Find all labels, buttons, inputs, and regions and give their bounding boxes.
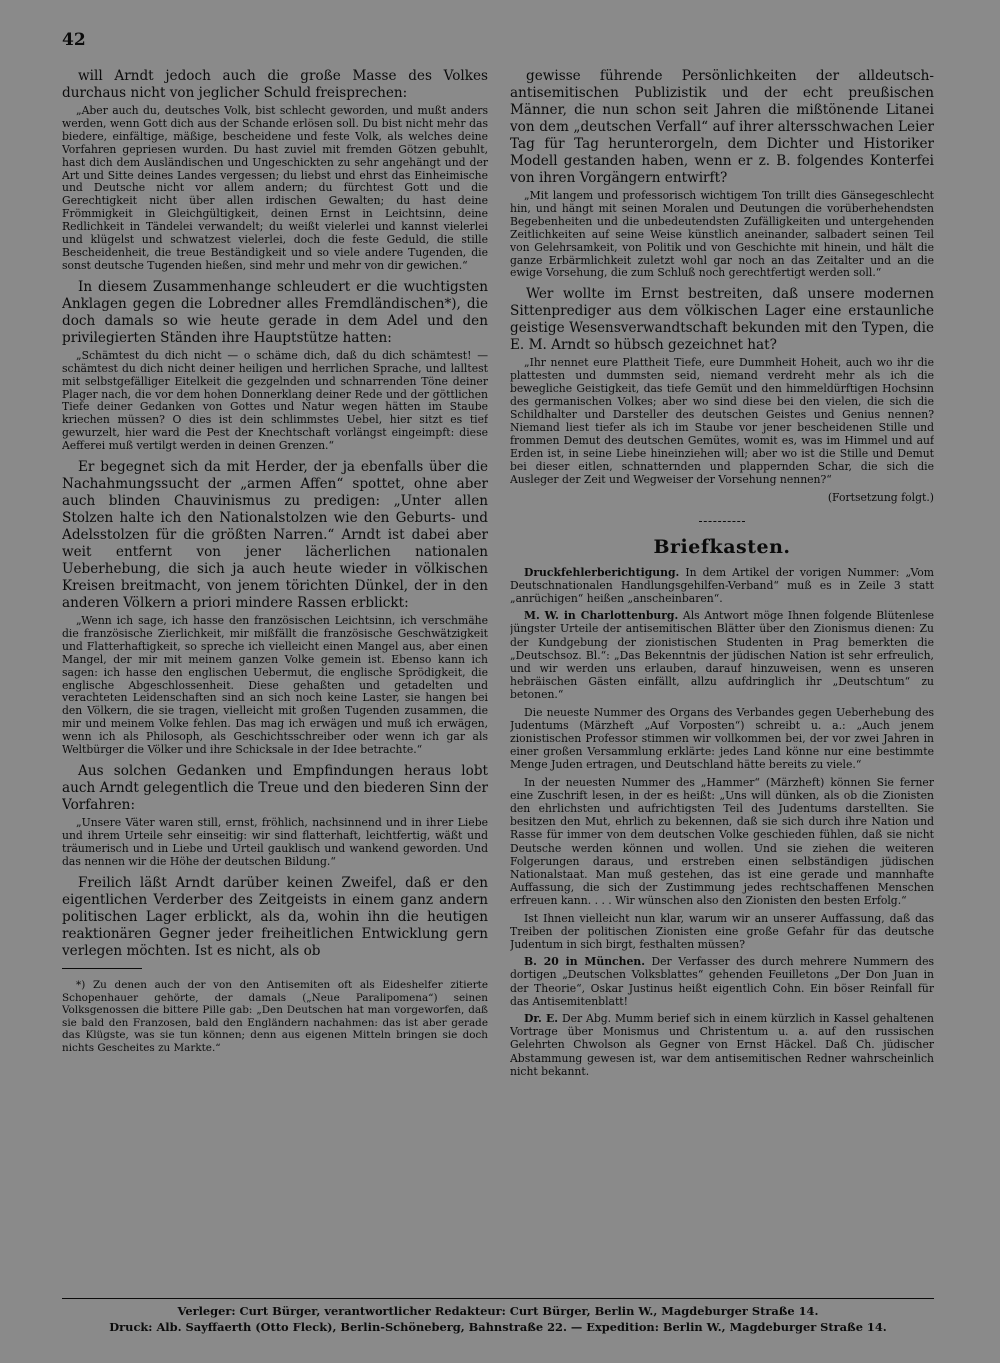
entry-text: Ist Ihnen vielleicht nun klar, warum wir an unserer Auffassung, daß das Treiben der politischen Zionisten eine große Gefahr für das deutsche Judentum in sich birgt, festhalten müssen?: [510, 911, 934, 951]
briefkasten-heading: Briefkasten.: [653, 536, 791, 559]
entry-text: Der Abg. Mumm berief sich in einem kürzlich in Kassel gehaltenen Vortrage über Monismus und Christentum u. a. auf den russischen Gelehrten Chwolson als Gegner von Ernst Häckel. Daß Ch. jüdischer Abstammung gewesen ist, war dem antisemitischen Redner wahrscheinlich nicht bekannt.: [510, 1012, 934, 1078]
footnote: *) Zu denen auch der von den Antisemiten oft als Eideshelfer zitierte Schopenhauer gehörte, der damals („Neue Paralipomena“) seinen Volksgenossen die bittere Pille gab: „Den Deutschen hat man vorgeworfen, daß sie bald den Franzosen, bald den Engländern nachahmen: das ist aber gerade das Klügste, was sie tun können; denn aus eigenen Mitteln bringen sie doch nichts Gescheites zu Markte.“: [62, 979, 488, 1054]
paragraph: Aus solchen Gedanken und Empfindungen heraus lobt auch Arndt gelegentlich die Treue und den biederen Sinn der Vorfahren:: [62, 763, 488, 813]
paragraph: Freilich läßt Arndt darüber keinen Zweifel, daß er den eigentlichen Verderber des Zeitgeists in einem ganz andern politischen Lager erblickt, als da, wohin ihn die heutigen reaktionären Gegner jeder freiheitlichen Entwicklung gern verlegen möchten. Ist es nicht, als ob: [62, 874, 488, 959]
paragraph: will Arndt jedoch auch die große Masse des Volkes durchaus nicht von jeglicher Schuld freisprechen:: [62, 68, 488, 101]
letter-entry: [510, 566, 934, 606]
paragraph: gewisse führende Persönlichkeiten der alldeutsch-antisemitischen Publizistik und der echt preußischen Männer, die nun schon seit Jahren die mißtönende Litanei von dem „deutschen Verfall“ auf ihrer altersschwachen Leier Tag für Tag herunterorgeln, dem Dichter und Historiker Modell gestanden haben, wenn er z. B. folgendes Konterfei von ihren Vorgängern entwirft?: [510, 68, 934, 186]
entry-head: Dr. E.: [524, 1012, 559, 1025]
paragraph: Er begegnet sich da mit Herder, der ja ebenfalls über die Nachahmungssucht der „armen Affen“ spottet, ohne aber auch blinden Chauvinismus zu predigen: „Unter allen Stolzen halte ich den Nationalstolzen wie den Geburts- und Adelsstolzen für die größten Narren.“ Arndt ist dabei aber weit entfernt von jener lächerlichen nationalen Ueberhebung, die sich ja auch heute wieder in völkischen Kreisen breitmacht, von jenem törichten Dünkel, der in den anderen Völkern a priori mindere Rassen erblickt:: [62, 459, 488, 612]
letter-entry: [510, 1012, 934, 1078]
footnote-divider: [62, 968, 142, 969]
entry-text: Die neueste Nummer des Organs des Verbandes gegen Ueberhebung des Judentums (Märzheft „Auf Vorposten“) schreibt u. a.: „Auch jenem zionistischen Professor stimmen wir vollkommen bei, der vor zwei Jahren in einer großen Versammlung erklärte: jedes Land könne nur eine bestimmte Menge Juden ertragen, und Deutschland hätte bereits zu viele.“: [510, 705, 934, 772]
left-column: [62, 68, 488, 1290]
printer-line: Druck: Alb. Sayffaerth (Otto Fleck), Berlin-Schöneberg, Bahnstraße 22. — Expedition: Berlin W., Magdeburger Straße 14.: [109, 1320, 887, 1334]
letter-entry: [510, 776, 934, 908]
right-column: [510, 68, 934, 1300]
letter-entry: [510, 912, 934, 952]
continuation-note: (Fortsetzung folgt.): [827, 491, 934, 505]
entry-head: M. W. in Charlottenburg.: [524, 609, 679, 623]
quotation: „Ihr nennet eure Plattheit Tiefe, eure Dummheit Hoheit, auch wo ihr die plattesten und dummsten seid, niemand verdreht mehr als ich die bewegliche Geistigkeit, das tiefe Gemüt und den himmeldürftigen Hochsinn des germanischen Volkes; aber wo sind diese bei den vielen, die sich die Schildhalter und Darsteller des deutschen Geistes und Genius nennen? Niemand liest tiefer als ich im Staube vor jener bescheidenen Stille und frommen Demut des deutschen Gemütes, womit es, was im Himmel und auf Erden ist, in seine Liebe hineinziehen will; aber wo ist die Stille und Demut bei dieser eitlen, schnatternden und plappernden Schar, die sich die Ausleger der Zeit und Wegweiser der Vorsehung nennen?“: [510, 356, 934, 486]
entry-text: Als Antwort möge Ihnen folgende Blütenlese jüngster Urteile der antisemitischen Blätter über den Zionismus dienen: Zu der Kundgebung der zionistischen Studenten in Prag bemerkten die „Deutschsoz. Bl.“: „Das Bekenntnis der jüdischen Nation ist sehr erfreulich, und wir werden uns erlauben, darauf hinzuweisen, wenn es unseren hebräischen Gästen einfällt, allzu aufdringlich ihr „Deutschtum“ zu betonen.“: [510, 609, 934, 702]
paragraph: Wer wollte im Ernst bestreiten, daß unsere modernen Sittenprediger aus dem völkischen Lager eine erstaunliche geistige Wesensverwandtschaft bekunden mit den Typen, die E. M. Arndt so hübsch gezeichnet hat?: [510, 286, 934, 354]
entry-text: In der neuesten Nummer des „Hammer“ (Märzheft) können Sie ferner eine Zuschrift lesen, in der es heißt: „Uns will dünken, als ob die Zionisten den ehrlichsten und aufrichtigsten Teil des Judentums darstellten. Sie besitzen den Mut, ehrlich zu bekennen, daß sie sich durch ihre Nation und Rasse für immer von dem deutschen Volke geschieden fühlen, daß sie nicht Deutsche werden können und wollen. Und sie ziehen die weiteren Folgerungen daraus, und erstreben einen selbständigen jüdischen Nationalstaat. Man muß gestehen, das ist eine gerade und mannhafte Auffassung, die sich der Zustimmung jedes rechtschaffenen Menschen erfreuen kann. . . . Wir wünschen also den Zionisten den besten Erfolg.“: [510, 775, 934, 908]
section-divider: [510, 511, 934, 526]
letter-entry: [510, 609, 934, 701]
letter-entry: [510, 706, 934, 772]
quotation: „Schämtest du dich nicht — o schäme dich, daß du dich schämtest! — schämtest du dich nicht deiner heiligen und herrlichen Sprache, und lalltest mit selbstgefälliger Eitelkeit die gezgelnden und schnarrenden Töne deiner Plager nach, die vor dem hohen Donnerklang deiner Rede und der göttlichen Tiefe deiner Gedanken von Gottes und Natur wegen hätten im Staube kriechen müssen? O dies ist dein schlimmstes Uebel, hier sitzt es tief gewurzelt, hier ward die Pest der Knechtschaft vorlängst eingeimpft: diese Aefferei muß vertilgt werden in deinen Grenzen.“: [62, 348, 488, 453]
footer-rule: [62, 1298, 934, 1299]
publisher-line: Verleger: Curt Bürger, verantwortlicher Redakteur: Curt Bürger, Berlin W., Magdeburger Straße 14.: [177, 1304, 819, 1318]
entry-text: Der Verfasser des durch mehrere Nummern des dortigen „Deutschen Volksblattes“ gehenden Feuilletons „Der Don Juan in der Theorie“, Oskar Justinus heißt eigentlich Cohn. Ein böser Reinfall für das Antisemitenblatt!: [510, 955, 934, 1008]
entry-head: Druckfehlerberichtigung.: [524, 565, 680, 579]
entry-head: B. 20 in München.: [524, 955, 645, 969]
letter-entry: [510, 955, 934, 1008]
entry-text: In dem Artikel der vorigen Nummer: „Vom Deutschnationalen Handlungsgehilfen-Verband“ muß es in Zeile 3 statt „anrüchigen“ heißen „anscheinbaren“.: [510, 565, 934, 605]
page-number: 42: [62, 30, 86, 50]
quotation: „Mit langem und professorisch wichtigem Ton trillt dies Gänsegeschlecht hin, und hängt mit seinen Moralen und Deutungen die vorüberhehendsten Begebenheiten und die unbedeutendsten Zufälligkeiten und untergehenden Zeitlichkeiten auf seine Weise künstlich aneinander, salbadert seinen Teil von Gelehrsamkeit, von Politik und von Geschichte mit hinein, und hält die ganze Erbärmlichkeit zuletzt wohl gar noch an das Zeitalter und an die ewige Vorsehung, die zum Schluß noch gerechtfertigt werden soll.“: [510, 189, 934, 280]
quotation: „Unsere Väter waren still, ernst, fröhlich, nachsinnend und in ihrer Liebe und ihrem Urteile sehr einseitig: wir sind flatterhaft, leichtfertig, wäßt und träumerisch und in Liebe und Urteil gauklisch und wankend geworden. Und das nennen wir die Höhe der deutschen Bildung.“: [62, 816, 488, 868]
paragraph: In diesem Zusammenhange schleudert er die wuchtigsten Anklagen gegen die Lobredner alles Fremdländischen*), die doch damals so wie heute gerade in dem Adel und den privilegierten Ständen ihre Hauptstütze hatten:: [62, 278, 488, 346]
quotation: „Wenn ich sage, ich hasse den französischen Leichtsinn, ich verschmähe die französische Zierlichkeit, mir mißfällt die französische Geschwätzigkeit und Flatterhaftigkeit, so spreche ich vielleicht einen Mangel aus, aber einen Mangel, der mir mit meinem ganzen Volke gemein ist. Ebenso kann ich sagen: ich hasse den englischen Uebermut, die englische Sprödigkeit, die englische Abgeschlossenheit. Diese gehaßten und getadelten und verachteten Leidenschaften sind an sich noch keine Laster, sie hangen bei den Völkern, die sie tragen, vielleicht mit großen Tugenden zusammen, die mir und meinem Volke fehlen. Das mag ich erwägen und muß ich erwägen, wenn ich als Philosoph, als Geschichtsschreiber oder wenn ich gar als Weltbürger die Völker und ihre Schicksale in der Idee betrachte.“: [62, 614, 488, 757]
quotation: „Aber auch du, deutsches Volk, bist schlecht geworden, und mußt anders werden, wenn Gott dich aus der Schande erlösen soll. Du bist nicht mehr das biedere, einfältige, mäßige, bescheidene und feste Volk, als welches deine Vorfahren gepriesen wurden. Du hast zuviel mit fremden Götzen gebuhlt, hast dich dem Ausländischen und Ungeschickten zu sehr angehängt und der Art und Sitte deines Landes vergessen; du liebst und ehrst das Einheimische und Deutsche nicht vor allem andern; du fürchtest Gott und die Gerechtigkeit nicht über allen irdischen Gewalten; du hast deine Frömmigkeit in Gleichgültigkeit, deinen Ernst in Leichtsinn, deine Redlichkeit in Tändelei verwandelt; du weißt vielerlei und kannst vielerlei und klügelst und schwatzest vielerlei, doch die feste Geduld, die stille Bescheidenheit, die treue Beständigkeit und so viele andere Tugenden, die sonst deutsche Tugenden hießen, sind mehr und mehr von dir gewichen.“: [62, 104, 488, 272]
